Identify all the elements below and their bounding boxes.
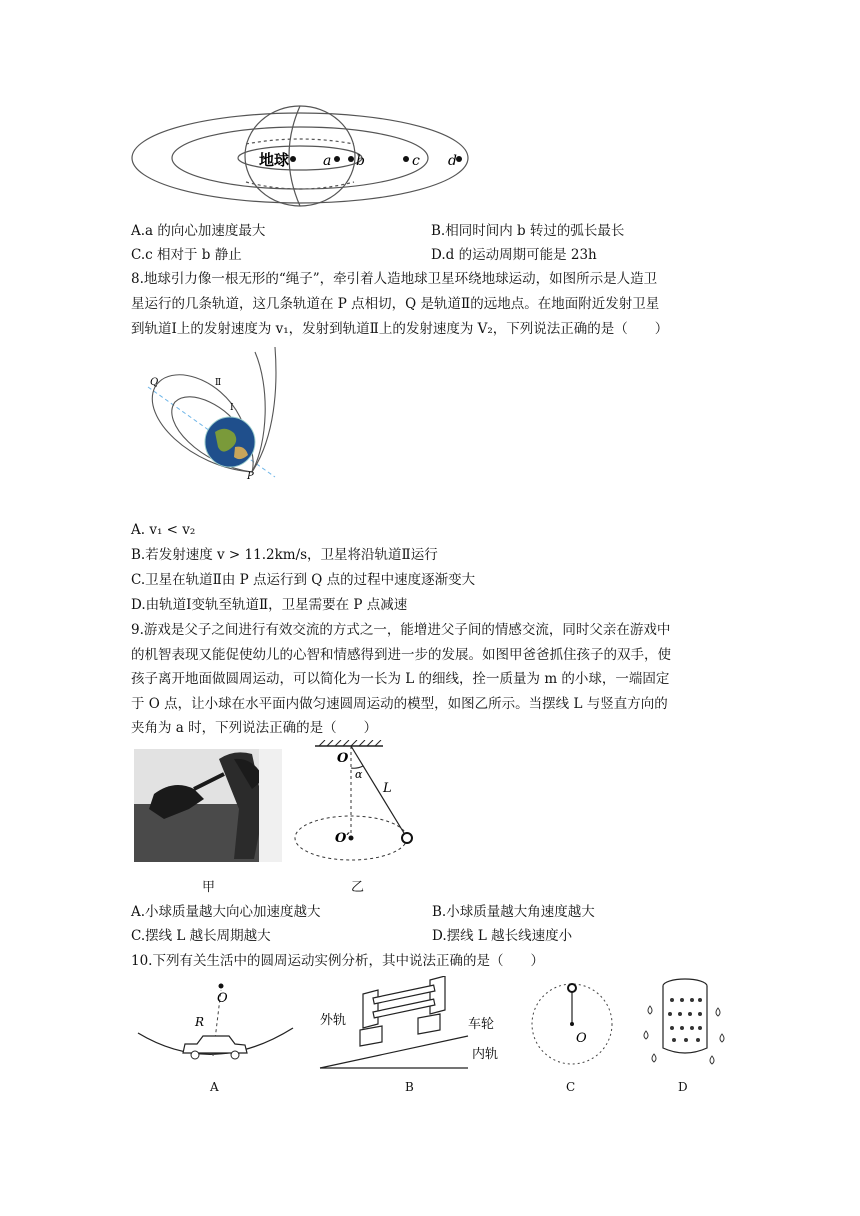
label-P: P xyxy=(247,471,254,482)
earth-center-dot xyxy=(290,156,296,162)
car-icon xyxy=(183,1036,247,1053)
q9-stem-line5: 夹角为 a 时，下列说法正确的是（ ） xyxy=(131,720,378,736)
label-d: d xyxy=(448,153,457,169)
figure-c-vertical-circle xyxy=(528,978,616,1070)
pendulum-ball xyxy=(402,833,412,843)
outer-rail-label: 外轨 xyxy=(320,1013,347,1028)
label-Oprime: O′ xyxy=(335,831,350,846)
q8-option-c: C.卫星在轨道Ⅱ由 P 点运行到 Q 点的过程中速度逐渐变大 xyxy=(131,572,476,588)
q8-stem-line2: 星运行的几条轨道，这几条轨道在 P 点相切，Q 是轨道Ⅱ的远地点。在地面附近发射卫星 xyxy=(131,296,660,312)
label-L: L xyxy=(383,781,392,796)
q9-option-d: D.摆线 L 越长线速度小 xyxy=(432,928,573,944)
q9-option-a: A.小球质量越大向心加速度越大 xyxy=(131,904,321,920)
q8-option-d: D.由轨道Ⅰ变轨至轨道Ⅱ，卫星需要在 P 点减速 xyxy=(131,597,408,613)
label-b: b xyxy=(356,153,365,169)
q8-option-a: A. v₁ < v₂ xyxy=(131,522,196,538)
label-II: Ⅱ xyxy=(215,378,222,388)
label-a: a xyxy=(323,153,332,169)
fig-a-label-R: R xyxy=(195,1015,205,1029)
q9-stem-line1: 9.游戏是父子之间进行有效交流的方式之一，能增进父子间的情感交流，同时父亲在游戏中 xyxy=(131,622,671,638)
q9-stem-line3: 孩子离开地面做圆周运动，可以简化为一长为 L 的细线，拴一质量为 m 的小球，一端固定 xyxy=(131,671,670,687)
figure-jia-caption: 甲 xyxy=(202,880,216,895)
q8-stem-line3: 到轨道Ⅰ上的发射速度为 v₁，发射到轨道Ⅱ上的发射速度为 V₂，下列说法正确的是（ ） xyxy=(131,321,669,337)
q10-stem: 10.下列有关生活中的圆周运动实例分析，其中说法正确的是（ ） xyxy=(131,953,544,969)
q9-option-c: C.摆线 L 越长周期越大 xyxy=(131,928,271,944)
wheel-label: 车轮 xyxy=(468,1017,495,1032)
q7-option-a: A.a 的向心加速度最大 xyxy=(131,223,266,239)
figure-d-spin-drum xyxy=(640,976,730,1068)
conical-pendulum-diagram xyxy=(293,740,428,880)
q7-option-c: C.c 相对于 b 静止 xyxy=(131,247,242,263)
earth-label: 地球 xyxy=(259,151,290,169)
fig-c-label-O: O xyxy=(576,1031,587,1046)
label-Q: Q xyxy=(150,377,159,388)
label-c: c xyxy=(412,153,420,169)
q9-option-b: B.小球质量越大角速度越大 xyxy=(432,904,595,920)
q8-option-b: B.若发射速度 v > 11.2km/s，卫星将沿轨道Ⅱ运行 xyxy=(131,547,438,563)
caption-a: A xyxy=(210,1080,219,1094)
caption-d: D xyxy=(678,1080,688,1094)
father-child-photo xyxy=(134,749,282,862)
q8-stem-line1: 8.地球引力像一根无形的“绳子”，牵引着人造地球卫星环绕地球运动，如图所示是人造卫 xyxy=(131,271,658,287)
q9-stem-line2: 的机智表现又能促使幼儿的心智和情感得到进一步的发展。如图甲爸爸抓住孩子的双手，使 xyxy=(131,647,671,663)
inner-rail-label: 内轨 xyxy=(472,1047,499,1062)
satellite-a-dot xyxy=(334,156,340,162)
caption-b: B xyxy=(405,1080,414,1094)
label-I: Ⅰ xyxy=(230,403,234,413)
q7-option-d: D.d 的运动周期可能是 23h xyxy=(431,247,597,263)
label-alpha: α xyxy=(355,768,363,781)
figure-b-banked-rails xyxy=(318,976,508,1071)
satellite-b-dot xyxy=(348,156,354,162)
figure-yi-caption: 乙 xyxy=(351,880,365,895)
label-O: O xyxy=(337,751,349,766)
fig-a-label-O: O xyxy=(217,991,228,1006)
satellite-c-dot xyxy=(403,156,409,162)
caption-c: C xyxy=(566,1080,576,1094)
q9-stem-line4: 于 O 点，让小球在水平面内做匀速圆周运动的模型，如图乙所示。当摆线 L 与竖直方向的 xyxy=(131,696,668,712)
q7-option-b: B.相同时间内 b 转过的弧长最长 xyxy=(431,223,625,239)
q8-orbit-figure xyxy=(130,347,280,512)
q7-orbit-figure xyxy=(128,104,473,214)
figure-a-car-in-dip xyxy=(133,978,298,1073)
